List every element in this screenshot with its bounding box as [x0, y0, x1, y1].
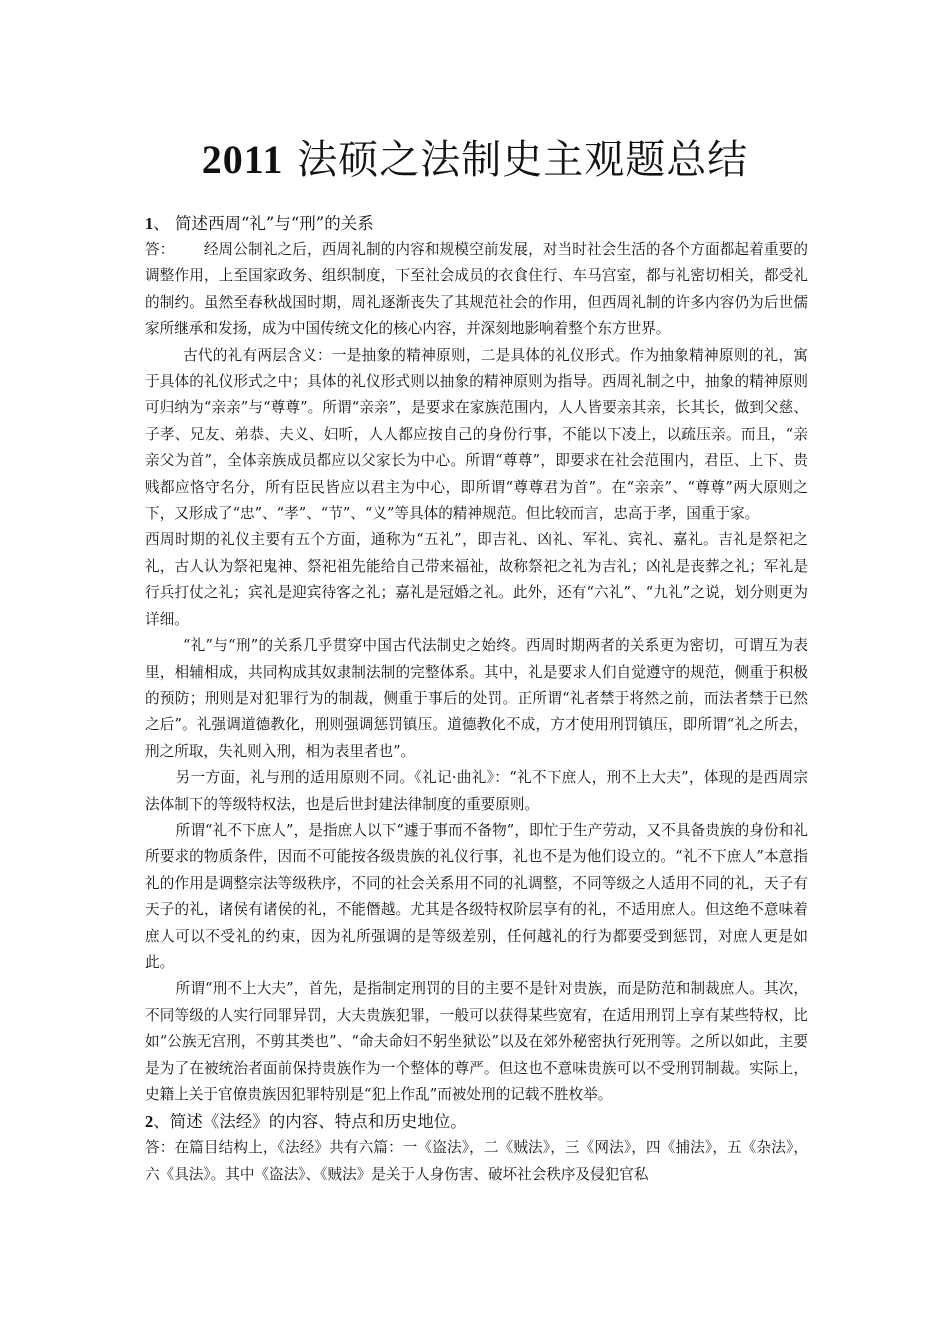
title-text: 法硕之法制史主观题总结 — [283, 137, 749, 183]
answer-1-paragraph-5: 另一方面，礼与刑的适用原则不同。《礼记·曲礼》：“礼不下庶人，刑不上大夫”，体现的是西周宗法体制下的等级特权法，也是后世封建法律制度的重要原则。 — [145, 769, 808, 813]
answer-1-text-1: 经周公制礼之后，西周礼制的内容和规模空前发展，对当时社会生活的各个方面都起着重要的调整作用，上至国家政务、组织制度，下至社会成员的衣食住行、车马宫室，都与礼密切相关，都受礼的制约。虽然至春秋战国时期，周礼逐渐丧失了其规范社会的作用，但西周礼制的许多内容仍为后世儒家所继承和发扬，成为中国传统文化的核心内容，并深刻地影响着整个东方世界。 — [145, 241, 808, 338]
answer-2-paragraph-1: 答：在篇目结构上，《法经》共有六篇：一《盗法》，二《贼法》，三《网法》，四《捕法》，五《杂法》，六《具法》。其中《盗法》、《贼法》是关于人身伤害、破坏社会秩序及侵犯官私 — [145, 1139, 808, 1183]
document-body — [145, 210, 808, 1188]
answer-label: 答： — [145, 241, 175, 258]
question-2-heading — [145, 1108, 808, 1135]
answer-1-paragraph-3: 西周时期的礼仪主要有五个方面，通称为“五礼”，即吉礼、凶礼、军礼、宾礼、嘉礼。吉礼是祭祀之礼，古人认为祭祀鬼神、祭祀祖先能给自己带来福祉，故称祭祀之礼为吉礼；凶礼是丧葬之礼；军礼是行兵打仗之礼；宾礼是迎宾待客之礼；嘉礼是冠婚之礼。此外，还有“六礼”、“九礼”之说，划分则更为详细。 — [145, 531, 808, 628]
title-year: 2011 — [201, 137, 284, 182]
question-2-number: 2 — [145, 1112, 154, 1132]
answer-1-paragraph-6: 所谓“礼不下庶人”，是指庶人以下“遽于事而不备物”，即忙于生产劳动，又不具备贵族的身份和礼所要求的物质条件，因而不可能按各级贵族的礼仪行事，礼也不是为他们设立的。“礼不下庶人”本意指礼的作用是调整宗法等级秩序，不同的社会关系用不同的礼调整，不同等级之人适用不同的礼，天子有天子的礼，诸侯有诸侯的礼，不能僭越。尤其是各级特权阶层享有的礼，不适用庶人。但这绝不意味着庶人可以不受礼的约束，因为礼所强调的是等级差别，任何越礼的行为都要受到惩罚，对庶人更是如此。 — [145, 821, 808, 971]
answer-1-paragraph-2: 古代的礼有两层含义：一是抽象的精神原则，二是具体的礼仪形式。作为抽象精神原则的礼，寓于具体的礼仪形式之中；具体的礼仪形式则以抽象的精神原则为指导。西周礼制之中，抽象的精神原则可归纳为“亲亲”与“尊尊”。所谓“亲亲”，是要求在家族范围内，人人皆要亲其亲，长其长，做到父慈、子孝、兄友、弟恭、夫义、妇听，人人都应按自己的身份行事，不能以下凌上，以疏压亲。而且，“亲亲父为首”，全体亲族成员都应以父家长为中心。所谓“尊尊”，即要求在社会范围内，君臣、上下、贵贱都应恪守名分，所有臣民皆应以君主为中心，即所谓“尊尊君为首”。在“亲亲”、“尊尊”两大原则之下，又形成了“忠”、“孝”、“节”、“义”等具体的精神规范。但比较而言，忠高于孝，国重于家。 — [145, 346, 808, 523]
question-1-heading — [145, 210, 808, 237]
answer-1-paragraph-4: “礼”与“刑”的关系几乎贯穿中国古代法制史之始终。西周时期两者的关系更为密切，可谓互为表里，相辅相成，共同构成其奴隶制法制的完整体系。其中，礼是要求人们自觉遵守的规范，侧重于积极的预防；刑则是对犯罪行为的制裁，侧重于事后的处罚。正所谓“礼者禁于将然之前，而法者禁于已然之后”。礼强调道德教化，刑则强调惩罚镇压。道德教化不成，方才使用刑罚镇压，即所谓“礼之所去，刑之所取，失礼则入刑，相为表里者也”。 — [145, 637, 808, 760]
answer-1-paragraph-7: 所谓“刑不上大夫”，首先，是指制定刑罚的目的主要不是针对贵族，而是防范和制裁庶人。其次，不同等级的人实行同罪异罚，大夫贵族犯罪，一般可以获得某些宽宥，在适用刑罚上享有某些特权，比如“公族无宫刑，不剪其类也”、“命夫命妇不躬坐狱讼”以及在郊外秘密执行死刑等。之所以如此，主要是为了在被统治者面前保持贵族作为一个整体的尊严。但这也不意味贵族可以不受刑罚制裁。实际上，史籍上关于官僚贵族因犯罪特别是“犯上作乱”而被处刑的记载不胜枚举。 — [145, 980, 808, 1103]
document-title — [0, 132, 950, 188]
answer-1-paragraph-1 — [145, 237, 808, 343]
question-1-title: 、 简述西周“礼”与“刑”的关系 — [153, 214, 374, 233]
question-1-number: 1 — [145, 214, 154, 233]
question-2-title: 、简述《法经》的内容、特点和历史地位。 — [153, 1112, 467, 1132]
